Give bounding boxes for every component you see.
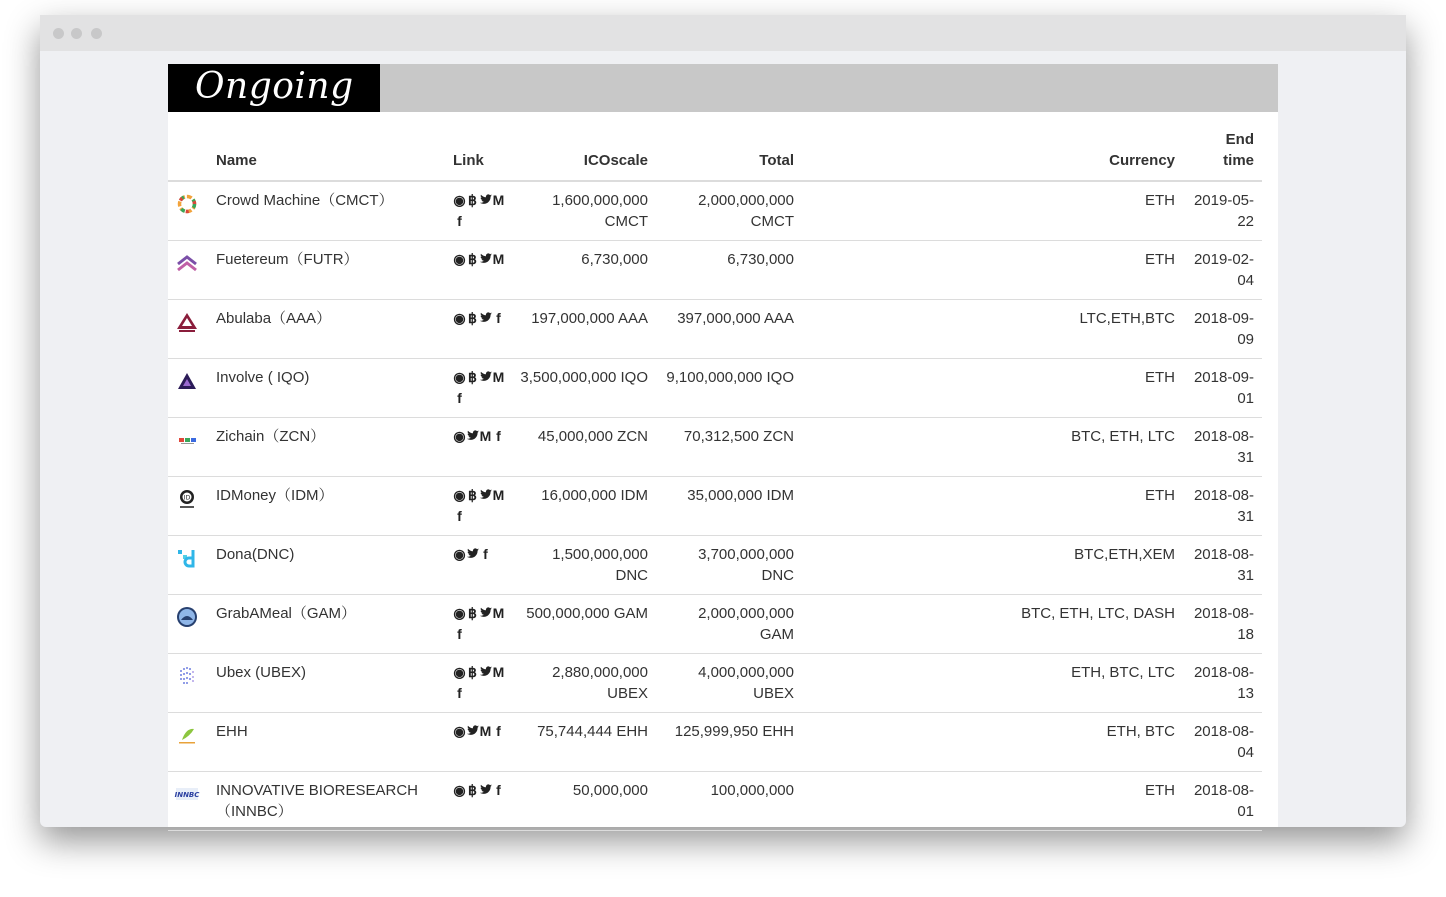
table-row[interactable] [168,240,1262,299]
currency-cell: BTC,ETH,XEM [802,535,1183,594]
token-logo-cell [168,181,208,240]
link-cell [445,594,509,653]
token-name[interactable]: INNOVATIVE BIORESEARCH（INNBC） [208,771,445,830]
token-name[interactable]: Fuetereum（FUTR） [208,240,445,299]
token-logo-cell [168,653,208,712]
website-link-icon[interactable]: ◉ [453,604,466,621]
twitter-link-icon[interactable] [466,426,479,447]
minimize-window-button[interactable] [71,28,82,39]
ehh-logo-icon[interactable] [176,724,208,746]
currency-cell: ETH [802,476,1183,535]
website-link-icon[interactable]: ◉ [453,250,466,267]
link-cell [445,476,509,535]
bitcointalk-link-icon[interactable]: ฿ [468,250,477,267]
icoscale-cell: 197,000,000 AAA [509,299,656,358]
token-name[interactable]: Zichain（ZCN） [208,417,445,476]
link-cell [445,181,509,240]
icoscale-cell: 3,500,000,000 IQO [509,358,656,417]
table-row[interactable] [168,181,1262,240]
medium-link-icon[interactable]: M [479,427,492,444]
medium-link-icon[interactable]: M [492,250,505,267]
facebook-link-icon[interactable]: f [457,684,462,701]
bitcointalk-link-icon[interactable]: ฿ [468,663,477,680]
medium-link-icon[interactable]: M [492,192,505,208]
icoscale-cell: 75,744,444 EHH [509,712,656,771]
endtime-cell: 2019-02-04 [1183,240,1262,299]
token-logo-cell [168,594,208,653]
table-row[interactable] [168,299,1262,358]
table-header-row [168,113,1262,181]
medium-link-icon[interactable]: M [492,368,505,385]
total-cell: 6,730,000 [656,240,802,299]
endtime-cell: 2018-08-13 [1183,653,1262,712]
link-cell [445,358,509,417]
browser-window [40,15,1406,827]
total-cell: 4,000,000,000 UBEX [656,653,802,712]
token-logo-cell [168,712,208,771]
token-name[interactable]: IDMoney（IDM） [208,476,445,535]
token-logo-cell [168,240,208,299]
link-cell [445,417,509,476]
dnc-logo-icon[interactable] [176,547,208,569]
facebook-link-icon[interactable]: f [457,213,462,229]
currency-cell: LTC,ETH,BTC [802,299,1183,358]
website-link-icon[interactable]: ◉ [453,427,466,444]
table-row[interactable] [168,535,1262,594]
website-link-icon[interactable]: ◉ [453,192,466,208]
endtime-cell: 2018-08-18 [1183,594,1262,653]
bitcointalk-link-icon[interactable]: ฿ [468,368,477,385]
twitter-link-icon[interactable] [479,249,492,270]
endtime-cell: 2018-08-31 [1183,476,1262,535]
total-cell: 35,000,000 IDM [656,476,802,535]
facebook-link-icon[interactable]: f [457,507,462,524]
website-link-icon[interactable]: ◉ [453,663,466,680]
idm-logo-icon[interactable] [176,488,208,510]
link-cell [445,535,509,594]
icoscale-cell: 2,880,000,000 UBEX [509,653,656,712]
endtime-cell: 2018-08-01 [1183,771,1262,830]
header-icoscale[interactable]: ICOscale [509,113,656,181]
icoscale-cell: 50,000,000 [509,771,656,830]
link-cell [445,771,509,830]
twitter-link-icon[interactable] [479,190,492,211]
total-cell: 2,000,000,000 GAM [656,594,802,653]
endtime-cell: 2018-08-04 [1183,712,1262,771]
table-row[interactable] [168,358,1262,417]
bitcointalk-link-icon[interactable]: ฿ [468,486,477,503]
facebook-link-icon[interactable]: f [496,781,501,798]
page-content [168,64,1278,827]
icoscale-cell: 1,600,000,000 CMCT [509,181,656,240]
link-cell [445,240,509,299]
facebook-link-icon[interactable]: f [483,545,488,562]
iqo-logo-icon[interactable] [176,370,208,392]
endtime-cell: 2019-05-22 [1183,181,1262,240]
currency-cell: ETH [802,240,1183,299]
currency-cell: BTC, ETH, LTC [802,417,1183,476]
twitter-link-icon[interactable] [479,662,492,683]
token-logo-cell [168,358,208,417]
icoscale-cell: 16,000,000 IDM [509,476,656,535]
twitter-link-icon[interactable] [479,367,492,388]
facebook-link-icon[interactable]: f [496,309,501,326]
header-name[interactable]: Name [208,113,445,181]
medium-link-icon[interactable]: M [479,722,492,739]
gam-logo-icon[interactable] [176,606,208,628]
total-cell: 100,000,000 [656,771,802,830]
twitter-link-icon[interactable] [466,721,479,742]
currency-cell: ETH, BTC, LTC [802,653,1183,712]
header-total[interactable]: Total [656,113,802,181]
table-row[interactable] [168,594,1262,653]
close-window-button[interactable] [53,28,64,39]
medium-link-icon[interactable]: M [492,486,505,503]
aaa-logo-icon[interactable] [176,311,208,333]
zoom-window-button[interactable] [91,28,102,39]
total-cell: 125,999,950 EHH [656,712,802,771]
futr-logo-icon[interactable] [176,252,208,274]
token-logo-cell [168,476,208,535]
total-cell: 9,100,000,000 IQO [656,358,802,417]
table-row[interactable] [168,771,1262,830]
token-name[interactable]: Dona(DNC) [208,535,445,594]
token-name[interactable]: EHH [208,712,445,771]
currency-cell: ETH [802,771,1183,830]
icoscale-cell: 1,500,000,000 DNC [509,535,656,594]
website-link-icon[interactable]: ◉ [453,545,466,562]
website-link-icon[interactable]: ◉ [453,781,466,798]
endtime-cell: 2018-09-09 [1183,299,1262,358]
total-cell: 2,000,000,000 CMCT [656,181,802,240]
twitter-link-icon[interactable] [479,308,492,329]
bitcointalk-link-icon[interactable]: ฿ [468,192,477,208]
token-name[interactable]: Abulaba（AAA） [208,299,445,358]
website-link-icon[interactable]: ◉ [453,368,466,385]
header-currency[interactable]: Currency [802,113,1183,181]
facebook-link-icon[interactable]: f [496,722,501,739]
website-link-icon[interactable]: ◉ [453,309,466,326]
ico-table [168,113,1262,831]
cmct-logo-icon[interactable] [176,193,208,215]
innbc-logo-icon[interactable] [176,783,208,805]
link-cell [445,299,509,358]
table-row[interactable] [168,653,1262,712]
ubex-logo-icon[interactable] [176,665,208,687]
currency-cell: ETH, BTC [802,712,1183,771]
token-logo-cell [168,417,208,476]
bitcointalk-link-icon[interactable]: ฿ [468,309,477,326]
section-banner [168,64,1278,112]
token-name[interactable]: Crowd Machine（CMCT） [208,181,445,240]
section-title: Ongoing [168,64,380,112]
twitter-link-icon[interactable] [479,485,492,506]
zcn-logo-icon[interactable] [176,429,208,451]
svg-text:ID: ID [183,494,191,501]
table-row[interactable] [168,712,1262,771]
header-endtime[interactable]: End time [1183,113,1262,181]
total-cell: 3,700,000,000 DNC [656,535,802,594]
table-row[interactable] [168,476,1262,535]
icoscale-cell: 45,000,000 ZCN [509,417,656,476]
token-logo-cell [168,535,208,594]
token-name[interactable]: Ubex (UBEX) [208,653,445,712]
icoscale-cell: 500,000,000 GAM [509,594,656,653]
token-name[interactable]: Involve ( IQO) [208,358,445,417]
twitter-link-icon[interactable] [479,780,492,801]
bitcointalk-link-icon[interactable]: ฿ [468,604,477,621]
medium-link-icon[interactable]: M [492,604,505,621]
website-link-icon[interactable]: ◉ [453,722,466,739]
table-row[interactable] [168,417,1262,476]
currency-cell: BTC, ETH, LTC, DASH [802,594,1183,653]
endtime-cell: 2018-08-31 [1183,535,1262,594]
currency-cell: ETH [802,358,1183,417]
svg-text:INNBC: INNBC [174,790,200,799]
endtime-cell: 2018-08-31 [1183,417,1262,476]
icoscale-cell: 6,730,000 [509,240,656,299]
token-logo-cell [168,771,208,830]
header-link: Link [445,113,509,181]
medium-link-icon[interactable]: M [492,663,505,680]
currency-cell: ETH [802,181,1183,240]
token-name[interactable]: GrabAMeal（GAM） [208,594,445,653]
total-cell: 70,312,500 ZCN [656,417,802,476]
link-cell [445,653,509,712]
token-logo-cell [168,299,208,358]
facebook-link-icon[interactable]: f [457,625,462,642]
twitter-link-icon[interactable] [479,603,492,624]
link-cell [445,712,509,771]
facebook-link-icon[interactable]: f [496,427,501,444]
header-logo [168,113,208,181]
total-cell: 397,000,000 AAA [656,299,802,358]
twitter-link-icon[interactable] [466,544,479,565]
facebook-link-icon[interactable]: f [457,389,462,406]
window-titlebar [40,15,1406,51]
website-link-icon[interactable]: ◉ [453,486,466,503]
endtime-cell: 2018-09-01 [1183,358,1262,417]
bitcointalk-link-icon[interactable]: ฿ [468,781,477,798]
